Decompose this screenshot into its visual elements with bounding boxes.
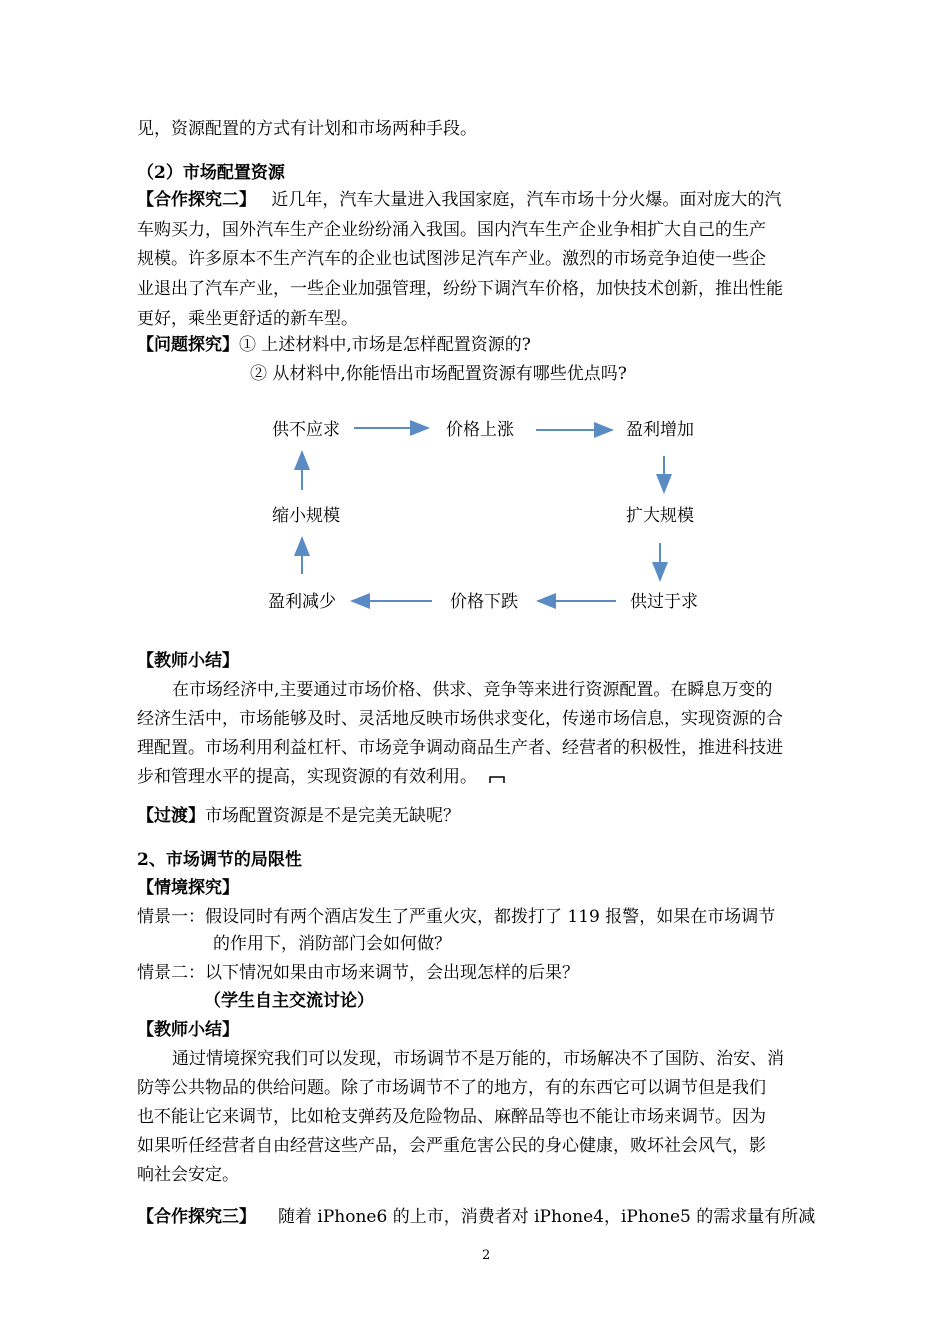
node-shortage: 供不应求 bbox=[272, 420, 340, 440]
scenario-2-text: 以下情况如果由市场来调节，会出现怎样的后果？ bbox=[205, 963, 579, 983]
summary2-line-1: 通过情境探究我们可以发现，市场调节不是万能的，市场解决不了国防、治安、消 bbox=[172, 1049, 784, 1069]
scenario-label: 【情境探究】 bbox=[137, 878, 239, 898]
market-cycle-diagram bbox=[0, 0, 950, 640]
scenario-2-line bbox=[137, 961, 579, 985]
coop3-text: 随着 iPhone6 的上市，消费者对 iPhone4，iPhone5 的需求量有所减 bbox=[278, 1207, 816, 1227]
summary2-line-2: 防等公共物品的供给问题。除了市场调节不了的地方，有的东西它可以调节但是我们 bbox=[137, 1078, 766, 1098]
node-profit-increase: 盈利增加 bbox=[626, 420, 694, 440]
summary1-line-3: 理配置。市场利用利益杠杆、市场竞争调动商品生产者、经营者的积极性，推进科技进 bbox=[137, 738, 783, 758]
summary2-label: 【教师小结】 bbox=[137, 1020, 239, 1040]
node-price-rise: 价格上涨 bbox=[446, 420, 514, 440]
questions-label: 【问题探究】 bbox=[137, 335, 239, 355]
node-price-fall: 价格下跌 bbox=[450, 592, 518, 612]
transition-line bbox=[137, 804, 460, 828]
transition-text: 市场配置资源是不是完美无缺呢？ bbox=[205, 806, 460, 826]
coop3-label: 【合作探究三】 bbox=[137, 1207, 256, 1227]
scenario-1-line-1 bbox=[137, 905, 775, 929]
scenario-1-label: 情景一： bbox=[137, 907, 205, 927]
node-oversupply: 供过于求 bbox=[630, 592, 698, 612]
scenario-1-text: 假设同时有两个酒店发生了严重火灾，都拨打了 119 报警，如果在市场调节 bbox=[205, 907, 776, 927]
section-heading-limitations: 2、市场调节的局限性 bbox=[137, 850, 302, 870]
summary2-line-5: 响社会安定。 bbox=[137, 1165, 239, 1185]
scenario-1-line-2: 的作用下，消防部门会如何做？ bbox=[213, 934, 451, 954]
summary1-text-4: 步和管理水平的提高，实现资源的有效利用。 bbox=[137, 767, 477, 787]
coop2-line-3: 规模。许多原本不生产汽车的企业也试图涉足汽车产业。激烈的市场竞争迫使一些企 bbox=[137, 249, 766, 269]
summary1-line-1: 在市场经济中,主要通过市场价格、供求、竞争等来进行资源配置。在瞬息万变的 bbox=[172, 680, 773, 700]
summary1-line-4 bbox=[137, 765, 506, 789]
summary1-line-2: 经济生活中，市场能够及时、灵活地反映市场供求变化，传递市场信息，实现资源的合 bbox=[137, 709, 783, 729]
coop2-text-1: 近几年，汽车大量进入我国家庭，汽车市场十分火爆。面对庞大的汽 bbox=[266, 190, 782, 210]
coop2-label: 【合作探究二】 bbox=[137, 190, 256, 210]
summary1-label: 【教师小结】 bbox=[137, 651, 239, 671]
summary2-line-4: 如果听任经营者自由经营这些产品，会严重危害公民的身心健康，败坏社会风气，影 bbox=[137, 1136, 766, 1156]
question-1: ① 上述材料中,市场是怎样配置资源的? bbox=[239, 335, 531, 355]
scenario-2-label: 情景二： bbox=[137, 963, 205, 983]
node-profit-decrease: 盈利减少 bbox=[268, 592, 336, 612]
page-number: 2 bbox=[482, 1248, 491, 1263]
intro-line: 见，资源配置的方式有计划和市场两种手段。 bbox=[137, 119, 477, 139]
summary2-line-3: 也不能让它来调节，比如枪支弹药及危险物品、麻醉品等也不能让市场来调节。因为 bbox=[137, 1107, 766, 1127]
coop2-line-5: 更好，乘坐更舒适的新车型。 bbox=[137, 309, 358, 329]
coop2-line-2: 车购买力，国外汽车生产企业纷纷涌入我国。国内汽车生产企业争相扩大自己的生产 bbox=[137, 220, 766, 240]
question-2: ② 从材料中,你能悟出市场配置资源有哪些优点吗? bbox=[250, 364, 627, 384]
transition-label: 【过渡】 bbox=[137, 806, 205, 826]
discussion-note: （学生自主交流讨论） bbox=[204, 991, 374, 1011]
node-reduce-scale: 缩小规模 bbox=[272, 506, 340, 526]
edit-mark-icon bbox=[488, 771, 506, 785]
section-heading-market-allocation: （2）市场配置资源 bbox=[137, 163, 285, 183]
coop3-line bbox=[137, 1205, 815, 1229]
coop2-line-4: 业退出了汽车产业，一些企业加强管理，纷纷下调汽车价格，加快技术创新，推出性能 bbox=[137, 279, 783, 299]
node-expand-scale: 扩大规模 bbox=[626, 506, 694, 526]
